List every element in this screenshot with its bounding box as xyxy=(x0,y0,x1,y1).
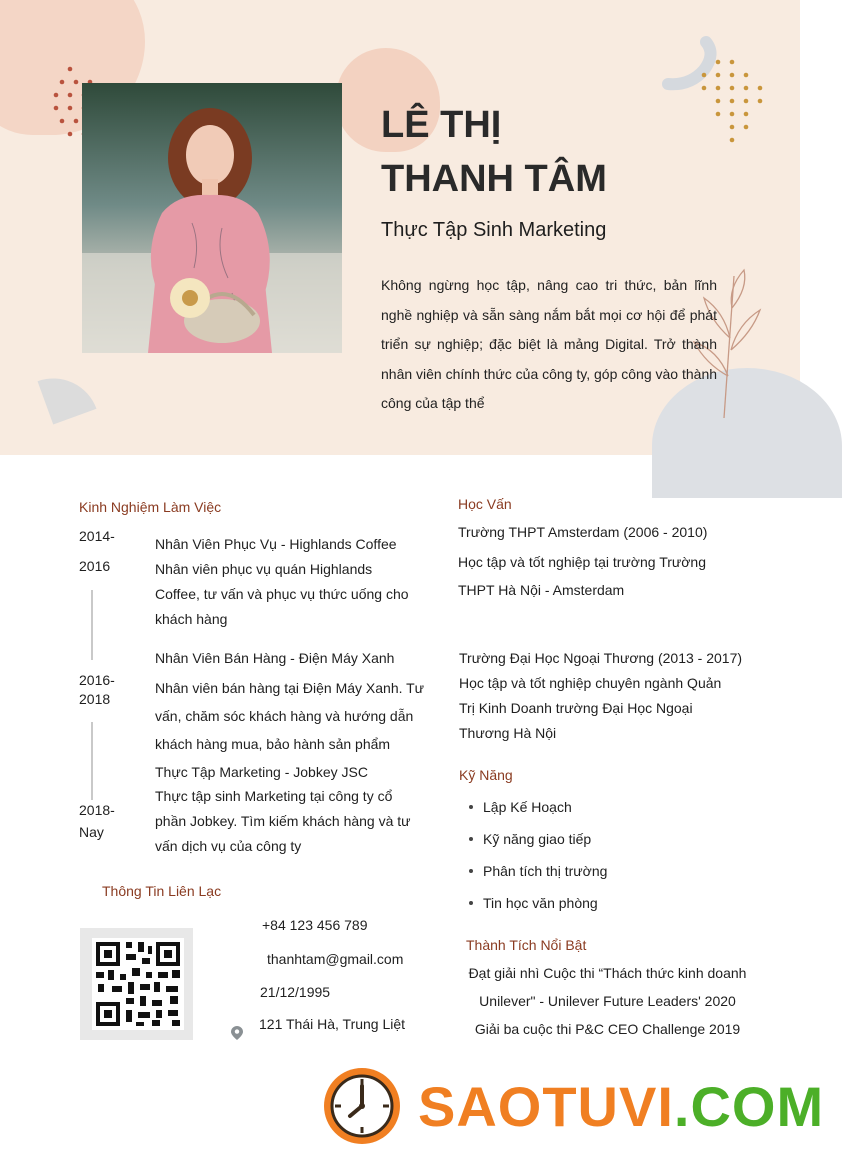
contact-phone: +84 123 456 789 xyxy=(262,917,368,933)
qr-code xyxy=(92,938,184,1030)
experience-desc: Nhân viên phục vụ quán Highlands Coffee, tư vấn và phục vụ thức uống cho khách hàng xyxy=(155,561,409,627)
timeline-line xyxy=(91,722,93,800)
skill-item: Kỹ năng giao tiếp xyxy=(469,828,607,860)
decor-dots xyxy=(680,58,770,148)
skill-item: Lập Kế Hoạch xyxy=(469,796,607,828)
education-school: Trường THPT Amsterdam (2006 - 2010) xyxy=(458,524,708,540)
experience-year-start: 2018- xyxy=(79,802,115,818)
education-school: Trường Đại Học Ngoại Thương (2013 - 2017) xyxy=(459,650,743,666)
experience-desc: Thực tập sinh Marketing tại công ty cổ phần Jobkey. Tìm kiếm khách hàng và tư vấn dịch vụ của công ty xyxy=(155,788,411,854)
experience-desc: Nhân viên bán hàng tại Điện Máy Xanh. Tư vấn, chăm sóc khách hàng và hướng dẫn khách hàng mua, bảo hành sản phẩm xyxy=(155,680,425,752)
contact-birthday: 21/12/1995 xyxy=(260,984,331,1000)
contact-address: 121 Thái Hà, Trung Liệt xyxy=(259,1016,406,1032)
watermark-brand: SAOTUVI xyxy=(418,1075,674,1138)
profile-photo xyxy=(82,83,342,353)
experience-year-end: Nay xyxy=(79,824,104,840)
timeline-line xyxy=(91,590,93,660)
award-line: Đạt giải nhì Cuộc thi “Thách thức kinh doanh xyxy=(468,965,747,981)
name-line-2: THANH TÂM xyxy=(381,158,607,200)
experience-job: Nhân Viên Bán Hàng - Điện Máy Xanh xyxy=(155,650,395,666)
clock-logo-icon xyxy=(322,1066,402,1146)
skill-item: Phân tích thị trường xyxy=(469,860,607,892)
site-watermark xyxy=(418,1075,824,1139)
career-objective: Không ngừng học tập, nâng cao tri thức, bản lĩnh nghề nghiệp và sẵn sàng nắm bắt mọi cơ hội để phát triển sự nghiệp; đặc biệt là mảng Digital. Trở thành nhân viên chính thức của công ty, góp công vào thành công của tập thể xyxy=(381,277,718,411)
award-line: Unilever" - Unilever Future Leaders' 2020 xyxy=(479,993,736,1009)
experience-job: Thực Tập Marketing - Jobkey JSC xyxy=(155,764,368,780)
experience-job: Nhân Viên Phục Vụ - Highlands Coffee xyxy=(155,536,397,552)
contact-title: Thông Tin Liên Lạc xyxy=(102,883,222,899)
skills-title: Kỹ Năng xyxy=(459,767,513,783)
education-title: Học Vấn xyxy=(458,496,512,512)
education-desc: Học tập và tốt nghiệp chuyên ngành Quản Trị Kinh Doanh trường Đại Học Ngoại Thương Hà Nội xyxy=(459,675,722,741)
education-desc: Học tập và tốt nghiệp tại trường Trường THPT Hà Nội - Amsterdam xyxy=(458,554,707,598)
experience-year-start: 2016- xyxy=(79,672,115,688)
watermark-tld: .COM xyxy=(673,1075,825,1138)
contact-email: thanhtam@gmail.com xyxy=(267,951,404,967)
experience-year-end: 2016 xyxy=(79,558,111,574)
experience-title: Kinh Nghiệm Làm Việc xyxy=(79,499,222,515)
candidate-name xyxy=(381,98,607,206)
skills-list xyxy=(469,796,607,924)
resume-header xyxy=(0,0,800,455)
name-line-1: LÊ THỊ xyxy=(381,104,502,146)
experience-year-end: 2018 xyxy=(79,691,111,707)
awards-title: Thành Tích Nổi Bật xyxy=(466,937,587,953)
job-title: Thực Tập Sinh Marketing xyxy=(381,219,607,241)
location-pin-icon xyxy=(231,1026,243,1040)
decor-blob xyxy=(38,366,97,425)
award-line: Giải ba cuộc thi P&C CEO Challenge 2019 xyxy=(474,1021,741,1037)
skill-item: Tin học văn phòng xyxy=(469,892,607,924)
experience-year-start: 2014- xyxy=(79,528,115,544)
